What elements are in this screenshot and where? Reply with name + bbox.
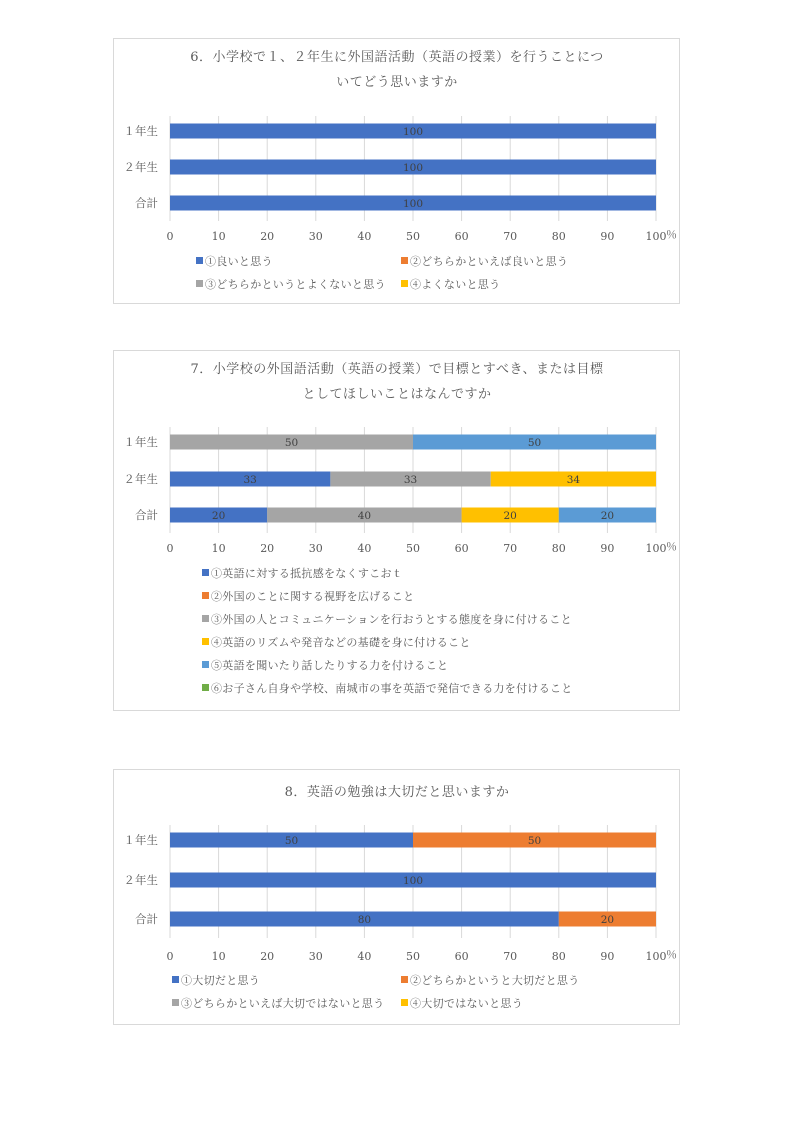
chart-q6 bbox=[113, 38, 680, 304]
x-tick-label: 100 bbox=[645, 542, 667, 555]
legend-swatch bbox=[202, 638, 209, 645]
x-tick-label: 100 bbox=[645, 230, 667, 243]
category-label: ２年生 bbox=[123, 873, 158, 887]
x-tick-label: 0 bbox=[166, 950, 174, 963]
category-label: 合計 bbox=[135, 912, 158, 926]
x-tick-label: 70 bbox=[503, 230, 518, 243]
legend-label: ④大切ではないと思う bbox=[410, 997, 523, 1010]
data-label: 50 bbox=[527, 835, 542, 847]
data-label: 33 bbox=[243, 474, 257, 486]
data-label: 100 bbox=[402, 126, 424, 138]
x-tick-label: 30 bbox=[308, 542, 323, 555]
x-tick-label: 30 bbox=[308, 230, 323, 243]
category-label: ２年生 bbox=[123, 472, 158, 486]
legend-label: ③どちらかといえば大切ではないと思う bbox=[181, 997, 385, 1010]
legend-label: ④英語のリズムや発音などの基礎を身に付けること bbox=[211, 636, 471, 649]
legend-label: ④よくないと思う bbox=[410, 278, 501, 291]
legend-label: ⑤英語を聞いたり話したりする力を付けること bbox=[211, 659, 449, 672]
x-unit-label: ％ bbox=[666, 948, 677, 961]
legend-label: ③外国の人とコミュニケーションを行おうとする態度を身に付けること bbox=[211, 613, 572, 626]
legend-label: ①良いと思う bbox=[205, 255, 273, 268]
legend-swatch bbox=[202, 684, 209, 691]
x-tick-label: 90 bbox=[600, 950, 615, 963]
data-label: 20 bbox=[503, 510, 517, 522]
data-label: 20 bbox=[600, 510, 615, 522]
legend-swatch bbox=[172, 976, 179, 983]
chart-q6-svg bbox=[114, 39, 681, 305]
chart-title: 8．英語の勉強は大切だと思いますか bbox=[284, 785, 510, 800]
data-label: 33 bbox=[403, 474, 418, 486]
x-tick-label: 30 bbox=[308, 950, 323, 963]
chart-q7 bbox=[113, 350, 680, 711]
x-tick-label: 40 bbox=[357, 230, 372, 243]
legend-label: ⑥お子さん自身や学校、南城市の事を英語で発信できる力を付けること bbox=[211, 682, 573, 695]
legend-swatch bbox=[196, 280, 203, 287]
x-tick-label: 50 bbox=[406, 950, 420, 963]
x-tick-label: 60 bbox=[454, 950, 469, 963]
x-tick-label: 60 bbox=[454, 230, 469, 243]
x-tick-label: 70 bbox=[503, 950, 518, 963]
legend-swatch bbox=[202, 592, 209, 599]
data-label: 20 bbox=[600, 914, 615, 926]
legend-swatch bbox=[401, 999, 408, 1006]
x-tick-label: 20 bbox=[260, 542, 275, 555]
legend-swatch bbox=[172, 999, 179, 1006]
legend-label: ②どちらかといえば良いと思う bbox=[410, 255, 569, 268]
x-unit-label: ％ bbox=[666, 540, 677, 553]
legend-label: ①英語に対する抵抗感をなくすこおｔ bbox=[211, 567, 404, 580]
chart-q8 bbox=[113, 769, 680, 1025]
data-label: 100 bbox=[402, 198, 424, 210]
chart-q7-svg bbox=[114, 351, 681, 712]
x-tick-label: 0 bbox=[166, 542, 174, 555]
x-tick-label: 40 bbox=[357, 542, 372, 555]
data-label: 50 bbox=[284, 437, 299, 449]
x-tick-label: 80 bbox=[551, 950, 566, 963]
legend-swatch bbox=[401, 257, 408, 264]
chart-title: 6．小学校で１、２年生に外国語活動（英語の授業）を行うことにつ bbox=[190, 50, 604, 65]
chart-title: 7．小学校の外国語活動（英語の授業）で目標とすべき、または目標 bbox=[190, 362, 604, 377]
legend-label: ①大切だと思う bbox=[181, 974, 261, 987]
x-tick-label: 90 bbox=[600, 230, 615, 243]
x-tick-label: 50 bbox=[406, 230, 420, 243]
x-tick-label: 10 bbox=[211, 230, 226, 243]
data-label: 50 bbox=[284, 835, 299, 847]
x-tick-label: 60 bbox=[454, 542, 469, 555]
x-tick-label: 10 bbox=[211, 950, 226, 963]
data-label: 50 bbox=[527, 437, 542, 449]
data-label: 100 bbox=[402, 875, 424, 887]
legend-swatch bbox=[196, 257, 203, 264]
legend-swatch bbox=[401, 280, 408, 287]
data-label: 80 bbox=[357, 914, 372, 926]
data-label: 100 bbox=[402, 162, 424, 174]
category-label: 合計 bbox=[135, 508, 158, 522]
legend-swatch bbox=[202, 615, 209, 622]
category-label: １年生 bbox=[123, 833, 158, 847]
x-tick-label: 20 bbox=[260, 950, 275, 963]
legend-swatch bbox=[401, 976, 408, 983]
data-label: 34 bbox=[566, 474, 581, 486]
category-label: ２年生 bbox=[123, 160, 158, 174]
x-tick-label: 20 bbox=[260, 230, 275, 243]
x-tick-label: 10 bbox=[211, 542, 226, 555]
x-tick-label: 40 bbox=[357, 950, 372, 963]
data-label: 40 bbox=[357, 510, 372, 522]
legend-label: ②外国のことに関する視野を広げること bbox=[211, 590, 415, 603]
x-tick-label: 70 bbox=[503, 542, 518, 555]
legend-swatch bbox=[202, 661, 209, 668]
legend-label: ③どちらかというとよくないと思う bbox=[205, 278, 386, 291]
x-tick-label: 80 bbox=[551, 230, 566, 243]
legend-swatch bbox=[202, 569, 209, 576]
x-tick-label: 100 bbox=[645, 950, 667, 963]
category-label: １年生 bbox=[123, 435, 158, 449]
chart-title: としてほしいことはなんですか bbox=[302, 387, 492, 402]
x-tick-label: 90 bbox=[600, 542, 615, 555]
x-unit-label: ％ bbox=[666, 228, 677, 241]
x-tick-label: 80 bbox=[551, 542, 566, 555]
legend-label: ②どちらかというと大切だと思う bbox=[410, 974, 580, 987]
chart-title: いてどう思いますか bbox=[336, 75, 458, 90]
chart-q8-svg bbox=[114, 770, 681, 1026]
data-label: 20 bbox=[211, 510, 226, 522]
category-label: 合計 bbox=[135, 196, 158, 210]
category-label: １年生 bbox=[123, 124, 158, 138]
x-tick-label: 0 bbox=[166, 230, 174, 243]
x-tick-label: 50 bbox=[406, 542, 420, 555]
